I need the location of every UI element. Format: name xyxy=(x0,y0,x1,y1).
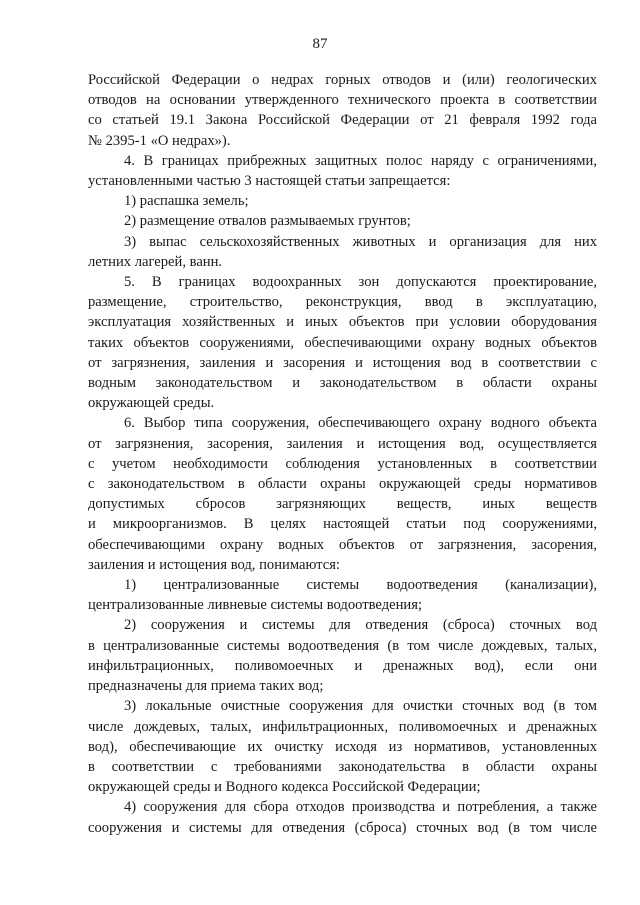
text-line: 2) размещение отвалов размываемых грунтов; xyxy=(124,213,411,230)
text-line: установленными частью 3 настоящей статьи запрещается: xyxy=(88,173,451,190)
text-line: 6. Выбор типа сооружения, обеспечивающего охрану водного объекта xyxy=(124,415,597,432)
text-line: 1) распашка земель; xyxy=(124,193,249,210)
text-line: 4. В границах прибрежных защитных полос наряду с ограничениями, xyxy=(124,152,597,169)
text-line: № 2395-1 «О недрах»). xyxy=(88,132,231,149)
text-line: сооружения и системы для отведения (сброса) сточных вод (в том числе xyxy=(88,819,597,836)
paragraph xyxy=(88,797,597,837)
text-line: 4) сооружения для сбора отходов производства и потребления, а также xyxy=(124,799,597,816)
text-line: от загрязнения, заиления и засорения и истощения вод в соответствии с xyxy=(88,354,597,371)
text-line: и микроорганизмов. В целях настоящей статьи под сооружениями, xyxy=(88,516,597,533)
text-line: 3) локальные очистные сооружения для очистки сточных вод (в том xyxy=(124,698,597,715)
text-line: 3) выпас сельскохозяйственных животных и организация для них xyxy=(124,233,597,250)
text-line: со статьей 19.1 Закона Российской Федерации от 21 февраля 1992 года xyxy=(88,112,597,129)
paragraph xyxy=(88,151,597,191)
paragraph xyxy=(88,70,597,151)
text-line: отводов на основании утвержденного технического проекта в соответствии xyxy=(88,92,597,109)
text-line: Российской Федерации о недрах горных отводов и (или) геологических xyxy=(88,72,597,88)
paragraph xyxy=(88,615,597,696)
document-body xyxy=(88,70,597,838)
paragraph xyxy=(88,272,597,413)
paragraph xyxy=(88,211,597,231)
paragraph xyxy=(88,413,597,575)
text-line: числе дождевых, талых, инфильтрационных, поливомоечных и дренажных xyxy=(88,718,597,735)
text-line: 1) централизованные системы водоотведения (канализации), xyxy=(124,577,597,594)
paragraph xyxy=(88,575,597,615)
text-line: в соответствии с требованиями законодательства в области охраны xyxy=(88,758,597,775)
text-line: 5. В границах водоохранных зон допускаются проектирование, xyxy=(124,274,597,291)
text-line: с учетом необходимости соблюдения установленных в соответствии xyxy=(88,455,597,472)
paragraph xyxy=(88,191,597,211)
page-number: 87 xyxy=(312,36,328,52)
text-line: централизованные ливневые системы водоотведения; xyxy=(88,597,423,614)
text-line: инфильтрационных, поливомоечных и дренажных вод), если они xyxy=(88,657,597,674)
text-line: с законодательством в области охраны окружающей среды нормативов xyxy=(88,476,597,493)
text-line: окружающей среды и Водного кодекса Российской Федерации; xyxy=(88,779,481,796)
text-line: допустимых сбросов загрязняющих веществ, иных веществ xyxy=(88,496,597,513)
paragraph xyxy=(88,232,597,272)
text-line: водным законодательством и законодательством в области охраны xyxy=(88,375,597,392)
text-line: заиления и истощения вод, понимаются: xyxy=(88,556,340,573)
text-line: 2) сооружения и системы для отведения (сброса) сточных вод xyxy=(124,617,597,634)
text-line: таких объектов сооружениями, обеспечивающими охрану водных объектов xyxy=(88,334,597,351)
text-line: эксплуатация хозяйственных и иных объектов при условии оборудования xyxy=(88,314,597,331)
text-line: от загрязнения, засорения, заиления и истощения вод, осуществляется xyxy=(88,435,597,452)
paragraph xyxy=(88,696,597,797)
text-line: вод), обеспечивающие их очистку исходя из нормативов, установленных xyxy=(88,738,597,755)
text-line: в централизованные системы водоотведения (в том числе дождевых, талых, xyxy=(88,637,597,654)
text-line: предназначены для приема таких вод; xyxy=(88,678,324,695)
text-line: окружающей среды. xyxy=(88,395,215,412)
text-line: летних лагерей, ванн. xyxy=(88,253,223,270)
text-line: размещение, строительство, реконструкция, ввод в эксплуатацию, xyxy=(88,294,597,311)
text-line: обеспечивающими охрану водных объектов от загрязнения, засорения, xyxy=(88,536,597,553)
